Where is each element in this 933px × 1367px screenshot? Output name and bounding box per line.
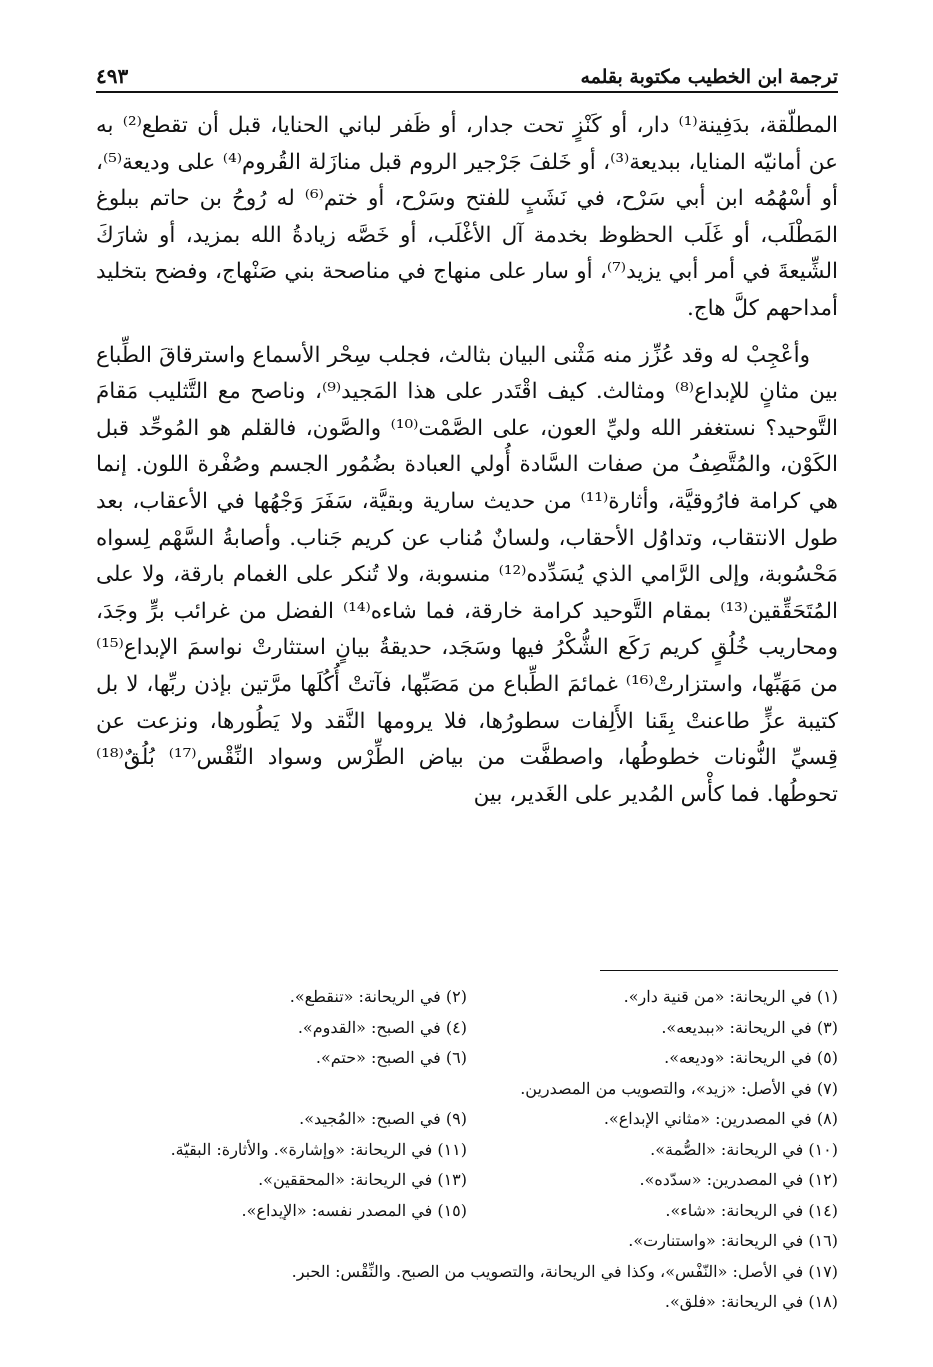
footnote: (٧) في الأصل: «زيد»، والتصويب من المصدرين. — [520, 1078, 838, 1098]
footnote: (٨) في المصدرين: «مثاني الإبداع». — [603, 1109, 838, 1128]
footnote-row — [96, 1013, 838, 1044]
footnote: (١١) في الريحانة: «وإشارة». والأثارة: البقيّة. — [170, 1139, 467, 1159]
footnote: (٣) في الريحانة: «ببديعه». — [661, 1017, 838, 1037]
footnote-row — [96, 1104, 838, 1135]
footnote-row — [96, 1135, 838, 1166]
running-title: ترجمة ابن الخطيب مكتوبة بقلمه — [580, 66, 838, 88]
footnote: (١٤) في الريحانة: «شاء». — [665, 1200, 838, 1220]
footnote-row — [96, 1196, 838, 1227]
footnote: (٥) في الريحانة: «وديعه». — [664, 1048, 838, 1067]
footnote-row — [96, 1043, 838, 1074]
footnote: (١٦) في الريحانة: «واستنارت». — [628, 1231, 838, 1250]
paragraph: المطلّقة، بدَفِينة⁽¹⁾ دار، أو كَنْزٍ تحت جدار، أو ظَفر لباني الحنايا، قبل أن تقطع⁽²⁾ به عن أمانيّه المنايا، ببديعة⁽³⁾، أو خَلفَ جَرْجير الروم قبل منازَلة القُروم⁽⁴⁾ على وديعة⁽⁵⁾، أو أسْهُمُه ابن أبي سَرْح، في نَشَبٍ للفتح وسَرْح، أو ختم⁽⁶⁾ له رُوحُ بن حاتم ببلوغ المَطْلَب، أو غَلَب الحظوظ بخدمة آل الأغْلَب، أو خَصَّه زيادةُ الله بمزيد، أو شارَكَ الشِّيعةَ في أمر أبي يزيد⁽⁷⁾، أو سار على منهاج في مناصحة بني صَنْهاج، وفضح بتخليد أمداحهم كلَّ هاج. — [96, 113, 838, 321]
footnote: (١٠) في الريحانة: «الصُّمة». — [650, 1139, 838, 1159]
footnote: (٩) في الصبح: «المُجيد». — [299, 1109, 467, 1128]
footnote-row — [96, 1226, 838, 1257]
footnote-row — [96, 1165, 838, 1196]
footnote: (١٣) في الريحانة: «المحققين». — [258, 1170, 467, 1189]
paragraph: وأعْجِبْ له وقد عُزِّز منه مَثْنى البيان بثالث، فجلب سِحْر الأسماع واسترقاقَ الطِّباع بين مثانٍ للإبداع⁽⁸⁾ ومثالث. كيف اقْتَدر على هذا المَجيد⁽⁹⁾، وناصح مع التَّثليب مَقامَ التَّوحيد؟ نستغفر الله وليِّ العون، على الصَّمْت⁽¹⁰⁾ والصَّون، فالقلم هو المُوحِّد قبل الكَوْن، والمُتَّصِفُ من صفات السَّادة أُولي العبادة بضُمُور الجسم وصُفْرة اللون. إنما هي كرامة فارُوقيَّة، وأثارة⁽¹¹⁾ من حديث سارية وبقيَّة، سَفَرَ وَجْهُها في الأعقاب، بعد طول الانتقاب، وتداوُل الأحقاب، ولسانٌ مُناب عن كريم جَناب. وأصابةُ السَّهْم لِسواه مَحْسُوبة، وإلى الرَّامي الذي يُسَدِّده⁽¹²⁾ منسوبة، ولا تُنكر على الغمام بارقة، ولا على المُتَحَقِّقين⁽¹³⁾ بمقام التَّوحيد كرامة خارقة، فما شاءه⁽¹⁴⁾ الفضل من غرائب برٍّ وجَدَ، ومحاريب خُلُقٍ كريم رَكَع الشُّكْرُ فيها وسَجَد، حديقةُ بيانٍ استثارتْ نواسمَ الإبداع⁽¹⁵⁾ من مَهَبِّها، واستزارتْ⁽¹⁶⁾ غمائمَ الطِّباع من مَصَبِّها، فآتتْ أُكُلَها مرَّتين بإذن ربِّها، لا بل كتيبة عزٍّ طاعنتْ بِقَنا الأَلِفات سطورُها، فلا يرومها النَّقد ولا يَطُورها، ونزعت عن قِسيِّ النُّونات خطوطُها، واصطفَّت من بياض الطِّرْس وسواد النِّقْس⁽¹⁷⁾ بُلُقٌ⁽¹⁸⁾ تحوطُها. فما كأْس المُدير على الغَدير، بين — [96, 342, 838, 807]
footnote: (١٥) في المصدر نفسه: «الإيداع». — [241, 1200, 467, 1220]
footnote-row — [96, 982, 838, 1013]
header-rule — [96, 91, 838, 93]
page-header — [96, 56, 838, 88]
footnote: (١) في الريحانة: «من قنية دار». — [623, 987, 838, 1006]
footnote-row — [96, 1074, 838, 1105]
footnote: (٤) في الصبح: «القدوم». — [297, 1017, 467, 1037]
page-number: ٤٩٣ — [96, 64, 129, 88]
footnote: (١٨) في الريحانة: «فلق». — [664, 1292, 838, 1311]
footnote: (١٢) في المصدرين: «سدّده». — [639, 1170, 838, 1189]
footnote-row — [96, 1257, 838, 1288]
footnote: (٢) في الريحانة: «تنقطع». — [289, 987, 467, 1006]
main-text — [96, 108, 838, 813]
footnote: (٦) في الصبح: «حتم». — [315, 1048, 467, 1067]
footnote-row — [96, 1287, 838, 1318]
book-page — [96, 40, 838, 1340]
footnote: (١٧) في الأصل: «النّفْس»، وكذا في الريحانة، والتصويب من الصبح. والنِّقْس: الحبر. — [291, 1261, 838, 1281]
footnote-rule — [600, 970, 838, 971]
footnotes — [96, 982, 838, 1318]
